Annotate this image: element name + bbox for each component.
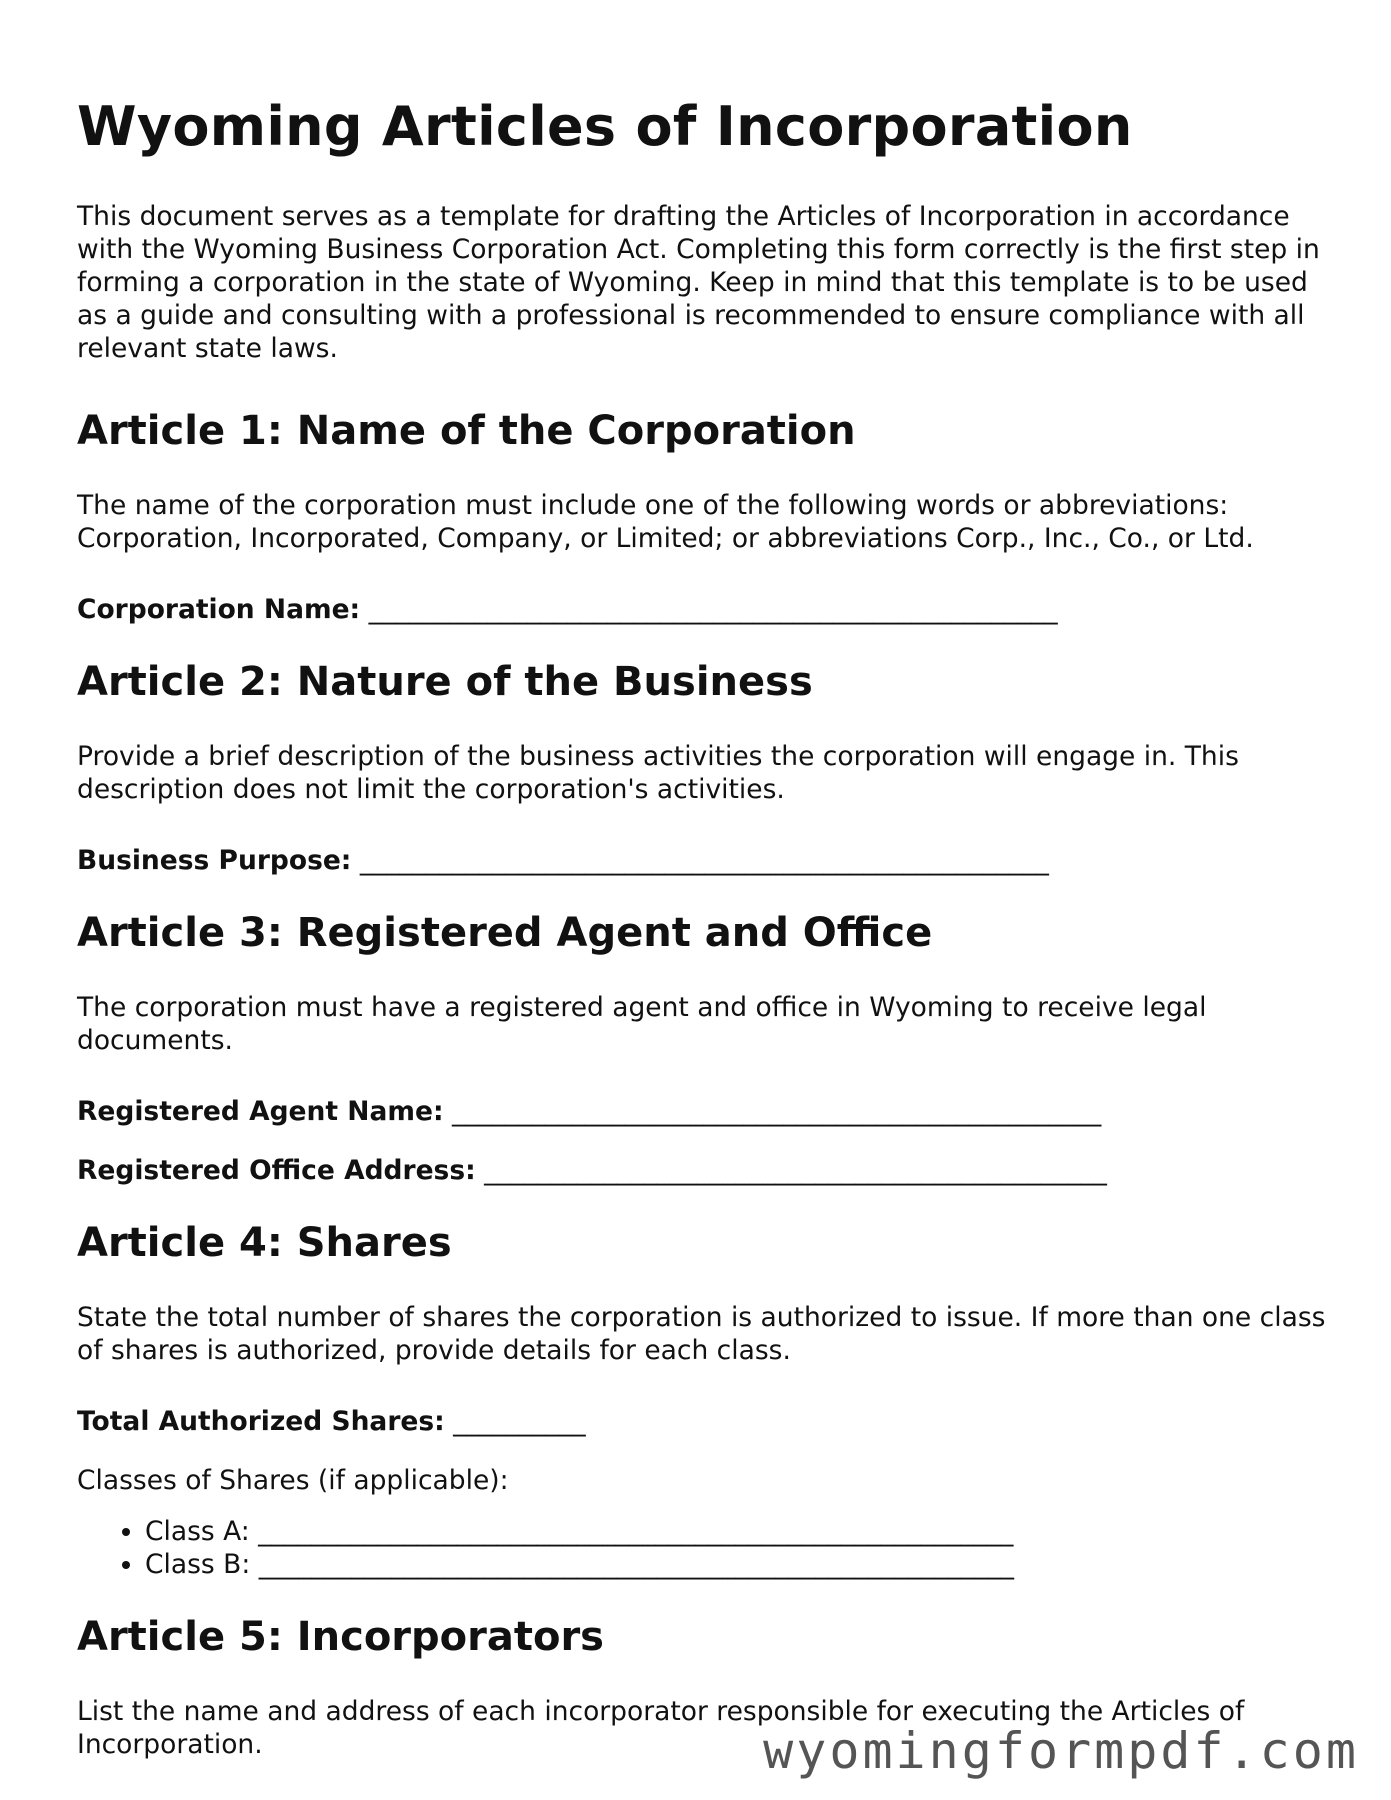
list-item[interactable] bbox=[145, 1515, 1327, 1548]
total-shares-blank[interactable]: __________ bbox=[453, 1405, 586, 1437]
article-2-heading: Article 2: Nature of the Business bbox=[77, 658, 813, 705]
article-4-section bbox=[77, 1219, 1327, 1581]
class-b-blank[interactable]: _________________________________________________________ bbox=[258, 1548, 1014, 1580]
business-purpose-blank[interactable]: ____________________________________________________ bbox=[359, 844, 1049, 876]
article-3-body: The corporation must have a registered agent and office in Wyoming to receive legal documents. bbox=[77, 991, 1207, 1056]
class-a-label: Class A: bbox=[145, 1515, 250, 1547]
total-shares-field[interactable] bbox=[77, 1405, 1327, 1438]
document-title: Wyoming Articles of Incorporation bbox=[77, 95, 1133, 158]
article-5-body: List the name and address of each incorporator responsible for executing the Articles of Incorporation. bbox=[77, 1695, 1245, 1760]
intro-paragraph: This document serves as a template for drafting the Articles of Incorporation in accordance with the Wyoming Business Corporation Act. Completing this form correctly is the first step in forming a corporation in the state of Wyoming. Keep in mind that this template is to be used as a guide and consulting with a professional is recommended to ensure compliance with all relevant state laws. bbox=[77, 200, 1320, 364]
article-1-heading: Article 1: Name of the Corporation bbox=[77, 407, 856, 454]
article-2-body: Provide a brief description of the business activities the corporation will engage in. This description does not limit the corporation's activities. bbox=[77, 740, 1239, 805]
document-page bbox=[77, 95, 1327, 1799]
article-1-section bbox=[77, 407, 1327, 626]
corporation-name-label: Corporation Name: bbox=[77, 593, 361, 625]
article-2-section bbox=[77, 658, 1327, 877]
business-purpose-field[interactable] bbox=[77, 844, 1327, 877]
article-3-section bbox=[77, 909, 1327, 1187]
registered-office-field[interactable] bbox=[77, 1154, 1327, 1187]
watermark: wyomingformpdf.com bbox=[763, 1722, 1359, 1780]
corporation-name-field[interactable] bbox=[77, 593, 1327, 626]
article-4-heading: Article 4: Shares bbox=[77, 1219, 452, 1266]
classes-of-shares-label: Classes of Shares (if applicable): bbox=[77, 1464, 509, 1496]
class-b-label: Class B: bbox=[145, 1548, 251, 1580]
registered-agent-label: Registered Agent Name: bbox=[77, 1095, 444, 1127]
registered-office-label: Registered Office Address: bbox=[77, 1154, 476, 1186]
article-1-body: The name of the corporation must include one of the following words or abbreviations: Corporation, Incorporated, Company, or Limited; or abbreviations Corp., Inc., Co., or Ltd. bbox=[77, 489, 1254, 554]
registered-agent-field[interactable] bbox=[77, 1095, 1327, 1128]
total-shares-label: Total Authorized Shares: bbox=[77, 1405, 445, 1437]
list-item[interactable] bbox=[145, 1548, 1327, 1581]
registered-office-blank[interactable]: _______________________________________________ bbox=[484, 1154, 1107, 1186]
article-4-body: State the total number of shares the corporation is authorized to issue. If more than one class of shares is authorized, provide details for each class. bbox=[77, 1301, 1326, 1366]
business-purpose-label: Business Purpose: bbox=[77, 844, 352, 876]
registered-agent-blank[interactable]: _________________________________________________ bbox=[451, 1095, 1102, 1127]
corporation-name-blank[interactable]: ____________________________________________________ bbox=[368, 593, 1058, 625]
article-5-heading: Article 5: Incorporators bbox=[77, 1613, 604, 1660]
share-classes-list bbox=[77, 1515, 1327, 1581]
class-a-blank[interactable]: _________________________________________________________ bbox=[258, 1515, 1014, 1547]
article-3-heading: Article 3: Registered Agent and Office bbox=[77, 909, 933, 956]
